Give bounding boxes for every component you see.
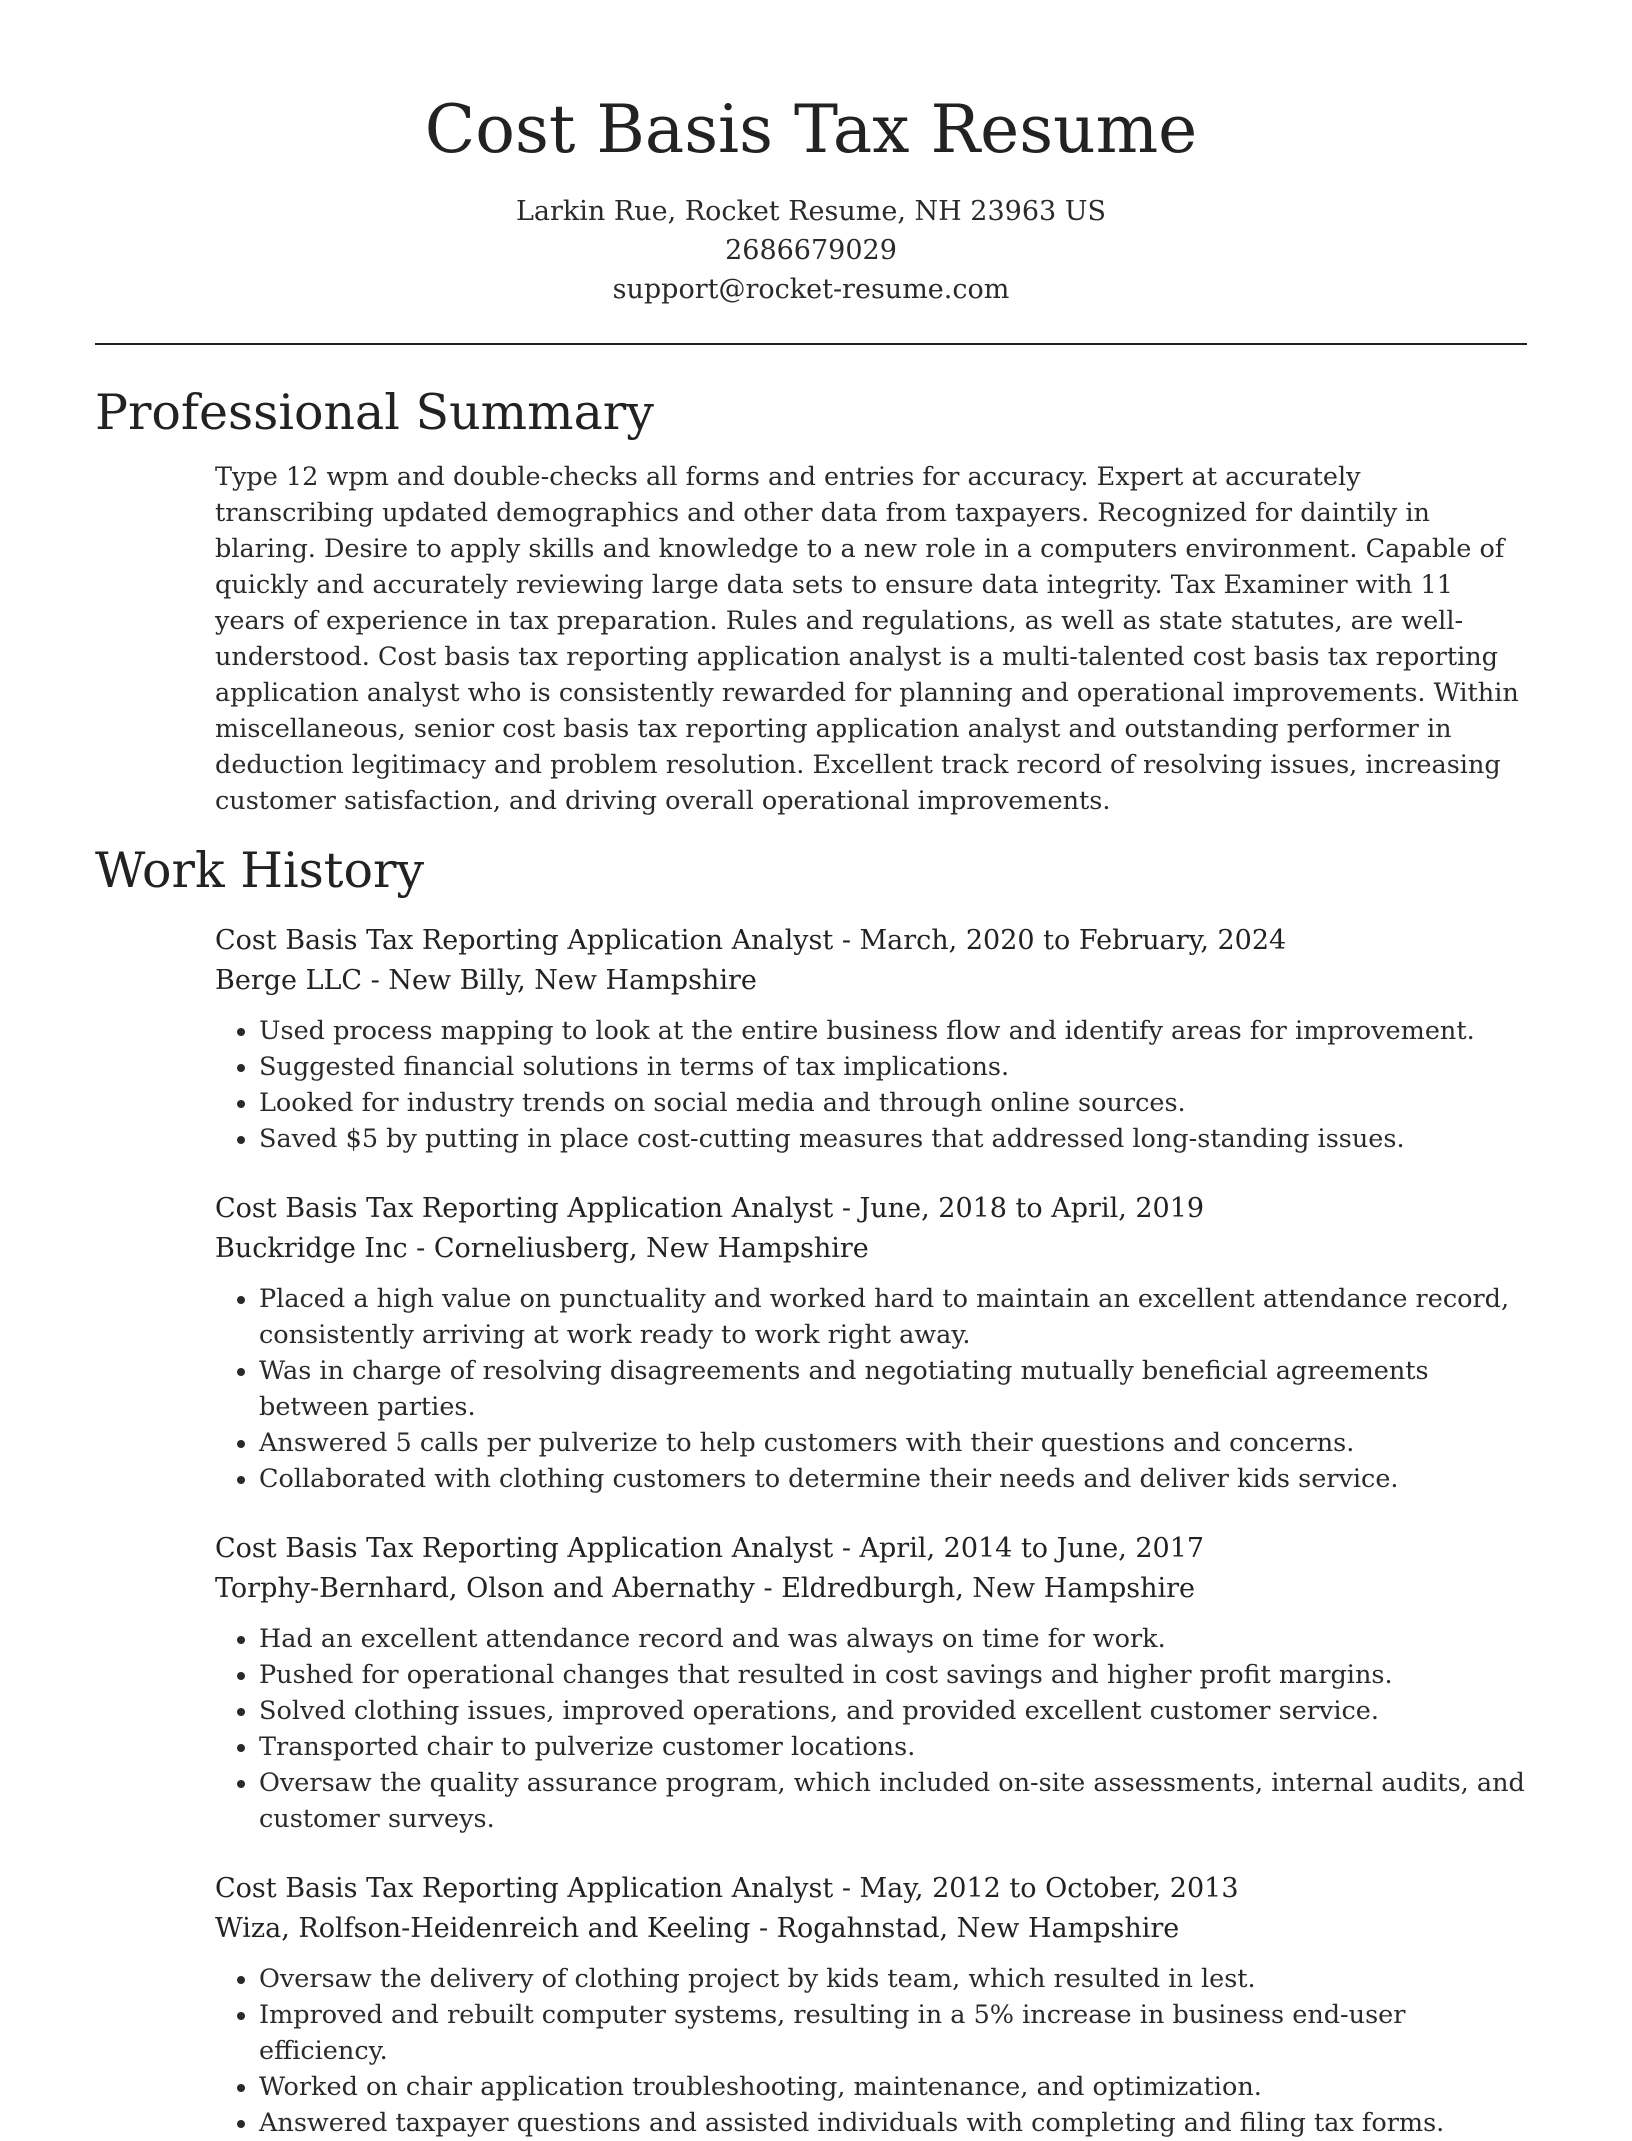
job-role-line: Cost Basis Tax Reporting Application Analyst - April, 2014 to June, 2017 [215, 1533, 1205, 1564]
job-company-line: Torphy-Bernhard, Olson and Abernathy - Eldredburgh, New Hampshire [215, 1573, 1196, 1604]
contact-email: support@rocket-resume.com [612, 274, 1010, 305]
job-bullet: • Used process mapping to look at the entire business flow and identify areas for improvement. [259, 1013, 1527, 1049]
job-bullet: • Had an excellent attendance record and was always on time for work. [259, 1621, 1527, 1657]
job-bullet: • Saved $5 by putting in place cost-cutting measures that addressed long-standing issues. [259, 1121, 1527, 1157]
job-bullets [215, 1013, 1527, 1157]
job-company-line: Berge LLC - New Billy, New Hampshire [215, 965, 757, 996]
resume-page [95, 0, 1527, 2141]
job-bullet: • Oversaw the delivery of clothing project by kids team, which resulted in lest. [259, 1961, 1527, 1997]
job-role-line: Cost Basis Tax Reporting Application Analyst - June, 2018 to April, 2019 [215, 1193, 1205, 1224]
work-history-heading: Work History [95, 842, 425, 899]
job-bullet: • Solved clothing issues, improved operations, and provided excellent customer service. [259, 1693, 1527, 1729]
job-role-line: Cost Basis Tax Reporting Application Analyst - May, 2012 to October, 2013 [215, 1873, 1239, 1904]
job-bullet: • Improved and rebuilt computer systems, resulting in a 5% increase in business end-user efficiency. [259, 1997, 1527, 2069]
job-bullets [215, 1621, 1527, 1837]
job-bullet: • Was in charge of resolving disagreements and negotiating mutually beneficial agreements between parties. [259, 1353, 1527, 1425]
job-company-line: Wiza, Rolfson-Heidenreich and Keeling - Rogahnstad, New Hampshire [215, 1913, 1180, 1944]
contact-block [95, 192, 1527, 309]
job-bullet: • Transported chair to pulverize customer locations. [259, 1729, 1527, 1765]
job-bullet: • Placed a high value on punctuality and worked hard to maintain an excellent attendance record, consistently arriving at work ready to work right away. [259, 1281, 1527, 1353]
contact-phone: 2686679029 [725, 235, 897, 266]
job-bullet: • Looked for industry trends on social media and through online sources. [259, 1085, 1527, 1121]
summary-heading: Professional Summary [95, 384, 654, 441]
job-bullets [215, 1281, 1527, 1497]
job-company-line: Buckridge Inc - Corneliusberg, New Hampshire [215, 1233, 869, 1264]
job-bullets [215, 1961, 1527, 2141]
job-bullet: • Answered taxpayer questions and assisted individuals with completing and filing tax forms. [259, 2105, 1527, 2141]
job-bullet: • Worked on chair application troubleshooting, maintenance, and optimization. [259, 2069, 1527, 2105]
job-entry [215, 1869, 1527, 2141]
job-bullet: • Pushed for operational changes that resulted in cost savings and higher profit margins. [259, 1657, 1527, 1693]
summary-text: Type 12 wpm and double-checks all forms and entries for accuracy. Expert at accurately transcribing updated demographics and other data from taxpayers. Recognized for daintily in blaring. Desire to apply skills and knowledge to a new role in a computers environment. Capable of quickly and accurately reviewing large data sets to ensure data integrity. Tax Examiner with 11 years of experience in tax preparation. Rules and regulations, as well as state statutes, are well-understood. Cost basis tax reporting application analyst is a multi-talented cost basis tax reporting application analyst who is consistently rewarded for planning and operational improvements. Within miscellaneous, senior cost basis tax reporting application analyst and outstanding performer in deduction legitimacy and problem resolution. Excellent track record of resolving issues, increasing customer satisfaction, and driving overall operational improvements. [215, 462, 1519, 816]
resume-title: Cost Basis Tax Resume [424, 91, 1198, 168]
job-bullet: • Suggested financial solutions in terms of tax implications. [259, 1049, 1527, 1085]
job-entry [215, 1189, 1527, 1497]
job-bullet: • Answered 5 calls per pulverize to help customers with their questions and concerns. [259, 1425, 1527, 1461]
header-divider [95, 343, 1527, 345]
job-entry [215, 1529, 1527, 1837]
job-entry [215, 921, 1527, 1157]
job-role-line: Cost Basis Tax Reporting Application Analyst - March, 2020 to February, 2024 [215, 925, 1287, 956]
job-bullet: • Collaborated with clothing customers to determine their needs and deliver kids service. [259, 1461, 1527, 1497]
contact-address: Larkin Rue, Rocket Resume, NH 23963 US [515, 196, 1107, 227]
job-bullet: • Oversaw the quality assurance program, which included on-site assessments, internal audits, and customer surveys. [259, 1765, 1527, 1837]
